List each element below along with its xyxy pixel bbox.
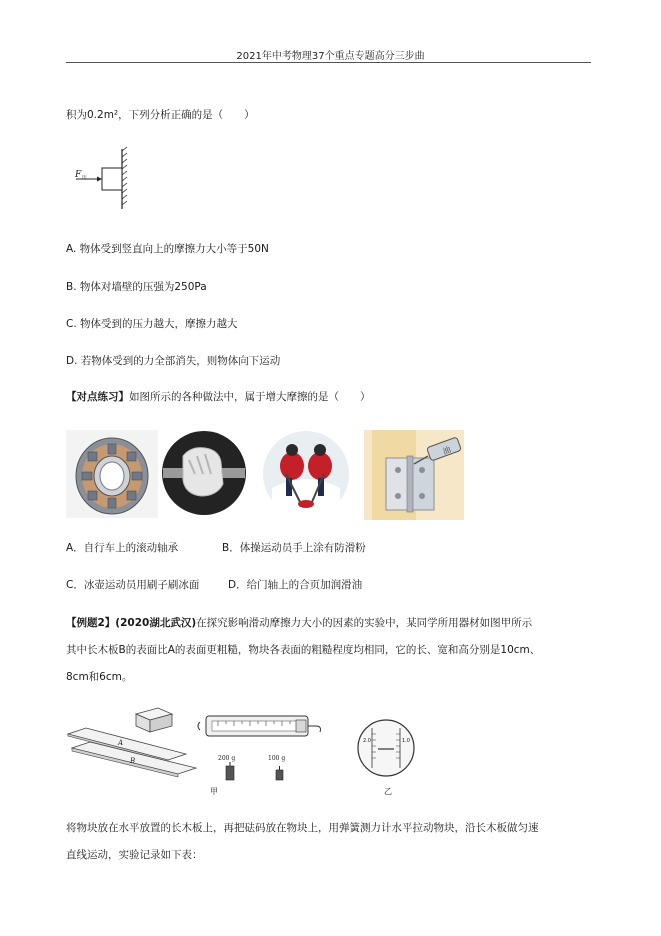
example-after-1: 将物块放在水平放置的长木板上，再把砝码放在物块上，用弹簧测力计水平拉动物块，沿长木板做匀速 [66, 822, 539, 834]
practice-option-b: B．体操运动员手上涂有防滑粉 [222, 542, 366, 554]
scale-dial-figure [356, 718, 416, 778]
dial-left-label: 2.0 [363, 738, 371, 744]
option-d: D. 若物体受到的力全部消失，则物体向下运动 [66, 355, 281, 367]
force-subscript: 压 [82, 175, 88, 181]
practice-line [66, 390, 371, 404]
roller-bearing-image [66, 430, 158, 518]
option-b: B. 物体对墙壁的压强为250Pa [66, 281, 207, 293]
spring-scale-figure [196, 712, 326, 792]
practice-tag: 【对点练习】 [66, 391, 129, 403]
example-after-2: 直线运动，实验记录如下表： [66, 849, 203, 861]
example-line-1 [66, 616, 532, 630]
header-rule [66, 62, 591, 63]
option-c: C. 物体受到的压力越大，摩擦力越大 [66, 318, 238, 330]
page-header: 2021年中考物理37个重点专题高分三步曲 [236, 51, 425, 62]
question-stem: 积为0.2m²，下列分析正确的是（ ） [66, 109, 255, 121]
oil-can-label: 油 [441, 445, 453, 457]
practice-stem: 如图所示的各种做法中，属于增大摩擦的是（ ） [129, 391, 371, 403]
board-a-label: A [118, 739, 124, 747]
wall-block-figure [72, 147, 134, 213]
example-text-1: 在探究影响滑动摩擦力大小的因素的实验中，某同学所用器材如图甲所示 [196, 617, 533, 629]
dial-right-label: 1.0 [402, 738, 410, 744]
curling-image [262, 430, 350, 518]
example-line-2: 其中长木板B的表面比A的表面更粗糙，物块各表面的粗糙程度均相同，它的长、宽和高分别是10cm、 [66, 644, 541, 656]
practice-option-d: D．给门轴上的合页加润滑油 [228, 579, 363, 591]
example-tag: 【例题2】(2020湖北武汉) [66, 617, 197, 629]
weight-100-label: 100 g [268, 755, 286, 762]
boards-block-figure [68, 700, 196, 790]
caption-yi: 乙 [384, 787, 392, 796]
practice-option-c: C．冰壶运动员用刷子刷冰面 [66, 579, 200, 591]
practice-option-a: A．自行车上的滚动轴承 [66, 542, 179, 554]
door-hinge-image [364, 430, 464, 520]
caption-jia: 甲 [210, 787, 218, 796]
force-label: F [75, 170, 82, 180]
gymnast-hand-image [161, 430, 247, 516]
board-b-label: B [130, 757, 136, 765]
weight-200-label: 200 g [218, 755, 236, 762]
option-a: A. 物体受到竖直向上的摩擦力大小等于50N [66, 243, 269, 255]
example-line-3: 8cm和6cm。 [66, 671, 133, 683]
